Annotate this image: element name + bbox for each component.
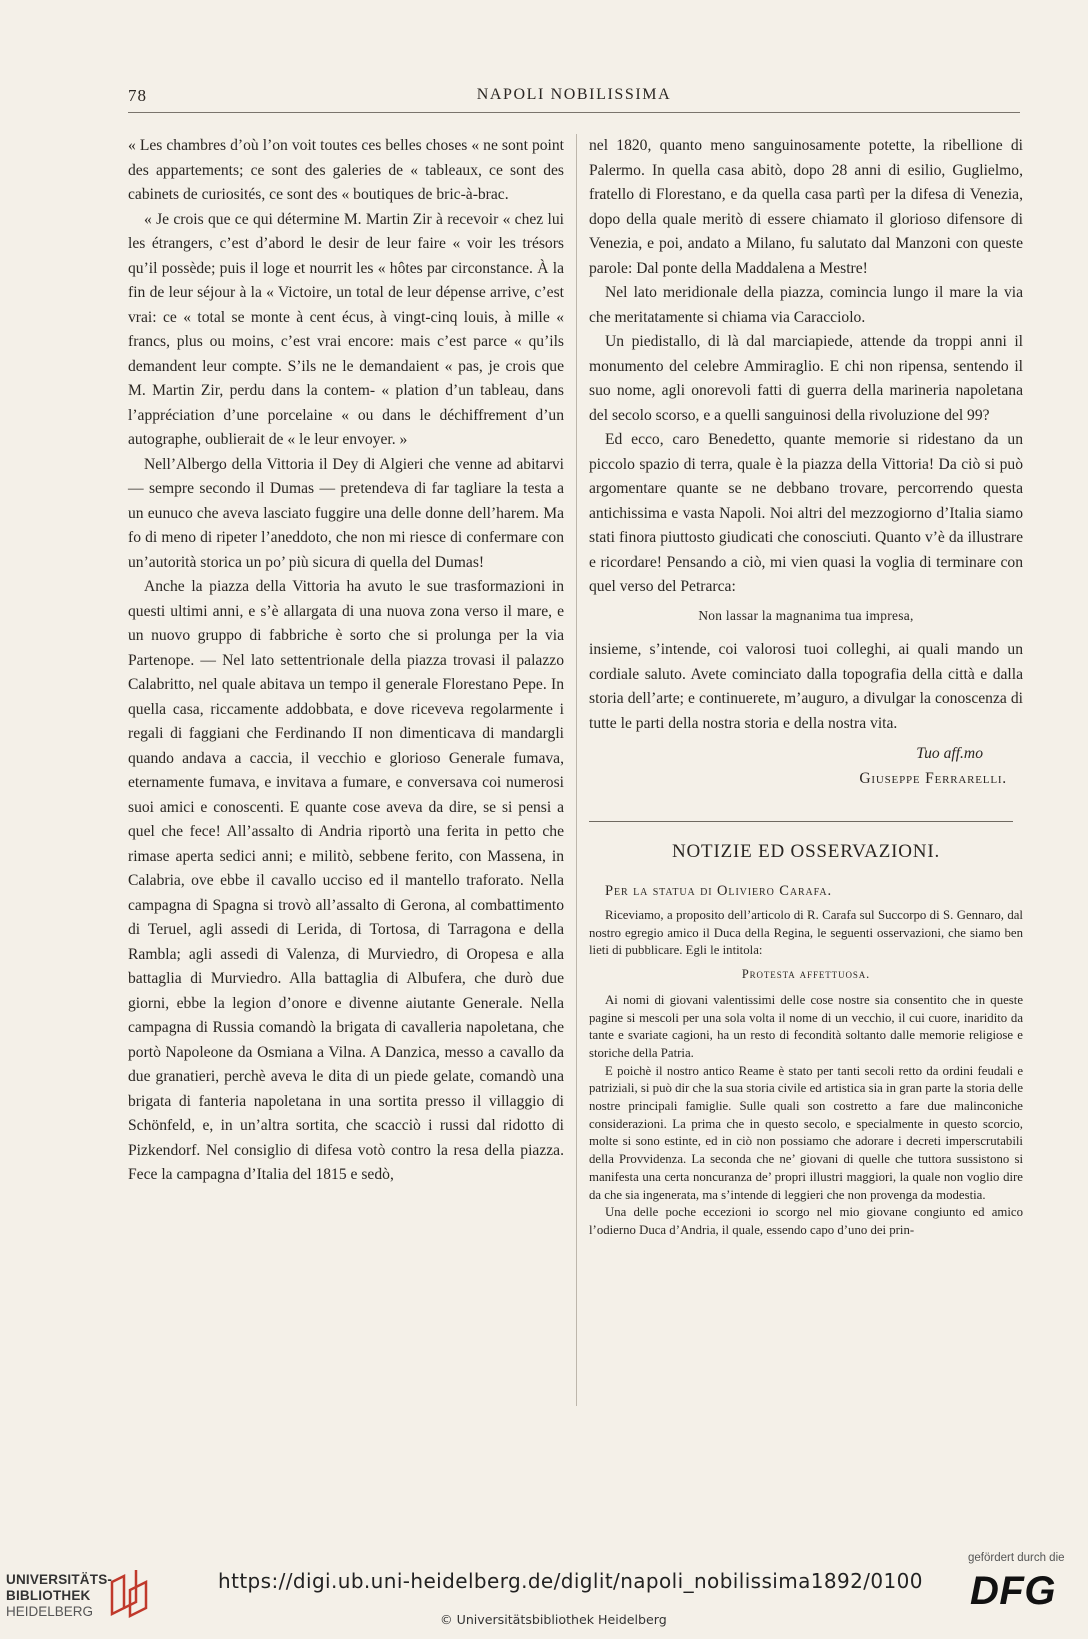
library-name-line2: BIBLIOTHEK xyxy=(6,1588,91,1603)
paragraph: Una delle poche eccezioni io scorgo nel mio giovane congiunto ed amico l’odierno Duca d’Andria, il quale, essendo capo d’uno dei prin- xyxy=(589,1205,1023,1237)
page-header xyxy=(128,82,1020,113)
page-number: 78 xyxy=(128,86,147,105)
paragraph: « Les chambres d’où l’on voit toutes ces belles choses « ne sont point des appartements; ce sont des galeries de « tableaux, ce sont des cabinets de curiosités, ce sont des « boutiques de bric-à-brac. xyxy=(128,137,564,203)
petrarca-quote: Non lassar la magnanima tua impresa, xyxy=(698,607,914,623)
footer-bar xyxy=(0,1552,1088,1639)
paragraph: Ai nomi di giovani valentissimi delle cose nostre sia consentito che in queste pagine si mescoli per una sola volta il nome di un vecchio, il cui cuore, inaridito da tante e svariate cagioni, ha un resto di fecondità soltanto dalle memorie religiose e storiche della Patria. xyxy=(589,992,1023,1060)
section-divider xyxy=(589,821,1013,822)
article-subheading: Per la statua di Oliviero Carafa. xyxy=(605,882,832,899)
protesta-heading: Protesta affettuosa. xyxy=(741,967,871,982)
running-title: NAPOLI NOBILISSIMA xyxy=(476,86,672,103)
paragraph: Anche la piazza della Vittoria ha avuto le sue trasformazioni in questi ultimi anni, e s’è allargata di una nuova zona verso il mare, e un nuovo gruppo di fabbriche è sorto che si prolunga per la via Partenope. — Nel lato settentrionale della piazza trovasi il palazzo Calabritto, nel quale abitava un tempo il generale Florestano Pepe. In quella casa, riccamente addobbata, e dove riceveva regolarmente i regali di faggiani che Ferdinando II non dimenticava di mandargli quando andava a caccia, il vecchio e glorioso Generale fumava, eternamente fumava, e invitava a fumare, e conversava coi numerosi suoi amici e conoscenti. E quante cose aveva da dire, se si pensi a quel che fece! All’assalto di Andria riportò una ferita in petto che rimase aperta sedici anni; e militò, sebbene ferito, con Massena, in Calabria, ove ebbe il cavallo ucciso ed il mantello traforato. Nella campagna di Spagna si trovò all’assalto di Gerona, al combattimento di Teruel, agli assedi di Lerida, di Tortosa, di Tarragona e della Rambla; agli assedi di Valenza, di Murviedro, di Oropesa e alla battaglia di Murviedro. Alla battaglia di Albufera, che durò due giorni, ebbe la legion d’onore e divenne aiutante Generale. Nella campagna di Russia comandò la brigata di cavalleria napoletana, che portò Napoleone da Osmiana a Vilna. A Danzica, messo a cavallo da due granatieri, perchè aveva le dita di un piede gelate, comandò una brigata di fanteria napoletana in una sortita presso il villaggio di Schönfeld, e, in un’altra sortita, che scacciò i russi dal ridotto di Pizkendorf. Nel consiglio di difesa votò contro la resa della piazza. Fece la campagna d’Italia del 1815 e sedò, xyxy=(128,578,564,1183)
intro-paragraph: Riceviamo, a proposito dell’articolo di R. Carafa sul Succorpo di S. Gennaro, dal nostro egregio amico il Duca della Regina, le seguenti osservazioni, che siamo ben lieti di pubblicare. Egli le intitola: xyxy=(589,908,1023,958)
library-logo-icon xyxy=(106,1570,152,1620)
paragraph: E poichè il nostro antico Reame è stato per tanti secoli retto da ordini feudali e patriziali, si può dir che la sua storia civile ed artistica sia in gran parte la storia delle nostre principali famiglie. Sulle quali son costretto a fare due malinconiche considerazioni. La prima che in questo secolo, e specialmente in questo scorcio, molte si sono estinte, ed in ciò non possiamo che adorare i decreti imperscrutabili della Provvidenza. La seconda che ne’ giovani di quelle che tuttora sussistono si manifesta una certa noncuranza de’ propri illustri maggiori, la quale non voglio dire da che sia ingenerata, ma s’intende di leggieri che non provenga da modestia. xyxy=(589,1063,1023,1202)
paragraph: nel 1820, quanto meno sanguinosamente potette, la ribellione di Palermo. In quella casa abitò, dopo 28 anni di esilio, Guglielmo, fratello di Florestano, e da quella casa partì per la difesa di Venezia, dopo della quale meritò di essere chiamato il glorioso difensore di Venezia, e poi, andato a Milano, fu salutato dal Manzoni con queste parole: Dal ponte della Maddalena a Mestre! xyxy=(589,137,1023,277)
section-title: NOTIZIE ED OSSERVAZIONI. xyxy=(672,841,940,862)
library-logo-text xyxy=(6,1572,112,1620)
column-divider xyxy=(576,134,577,1406)
paragraph: Ed ecco, caro Benedetto, quante memorie si ridestano da un piccolo spazio di terra, quale è la piazza della Vittoria! Da ciò si può argomentare quante se ne debbano trovare, percorrendo questa antichissima e vasta Napoli. Noi altri del mezzogiorno d’Italia siamo stati finora piuttosto giudicati che conosciuti. Quanto v’è da illustrare e ricordare! Pensando a ciò, mi vien quasi la voglia di terminare con quel verso del Petrarca: xyxy=(589,431,1023,595)
library-name-line3: HEIDELBERG xyxy=(6,1604,94,1619)
closing: Tuo aff.mo xyxy=(916,745,983,762)
library-name-line1: UNIVERSITÄTS- xyxy=(6,1572,113,1587)
dfg-logo: DFG xyxy=(970,1569,1056,1613)
paragraph: Un piedistallo, di là dal marciapiede, attende da troppi anni il monumento del celebre Ammiraglio. E chi non ripensa, sentendo il suo nome, agli onorevoli fatti di guerra della marineria napoletana del secolo scorso, e a quelli sanguinosi della rivoluzione del 99? xyxy=(589,333,1023,424)
funding-caption: gefördert durch die xyxy=(968,1552,1065,1564)
paragraph: insieme, s’intende, coi valorosi tuoi colleghi, ai quali mando un cordiale saluto. Avete cominciato dalla topografia della città e dalla storia dell’arte; e continuerete, m’auguro, a divulgar la conoscenza di tutte le parti della nostra storia e della nostra vita. xyxy=(589,641,1023,732)
signature: Giuseppe Ferrarelli. xyxy=(859,769,1007,787)
left-column xyxy=(128,134,564,1188)
small-print-block xyxy=(589,907,1023,1240)
source-url-link[interactable]: https://digi.ub.uni-heidelberg.de/diglit/napoli_nobilissima1892/0100 xyxy=(218,1569,923,1593)
copyright-notice: © Universitätsbibliothek Heidelberg xyxy=(440,1612,667,1627)
paragraph: Nell’Albergo della Vittoria il Dey di Algieri che venne ad abitarvi — sempre secondo il Dumas — pretendeva di far tagliare la testa a un eunuco che aveva lasciato fuggire una delle donne dell’harem. Ma fo di meno di ripeter l’aneddoto, che non mi riesce di confermare con un’autorità storica un po’ più sicura di quella del Dumas! xyxy=(128,455,564,571)
right-column xyxy=(589,134,1023,1240)
paragraph: Nel lato meridionale della piazza, comincia lungo il mare la via che meritatamente si chiama via Caracciolo. xyxy=(589,284,1023,326)
paragraph: « Je crois que ce qui détermine M. Martin Zir à recevoir « chez lui les étrangers, c’est d’abord le desir de leur faire « voir les trésors qu’il possède; puis il loge et nourrit les « hôtes par circonstance. À la fin de leur séjour à la « Victoire, un total de leur dépense arrive, c’est vrai: ce « total se monte à cent écus, à vingt-cinq louis, à mille « francs, plus ou moins, c’est vrai encore: mais c’est parce « qu’ils demandent leur compte. S’ils ne le demandaient « pas, je crois que M. Martin Zir, perdu dans la contem- « plation d’un tableau, dans l’appréciation d’une porcelaine « ou dans le déchiffrement d’un autographe, oublierait de « le leur envoyer. » xyxy=(128,210,564,448)
